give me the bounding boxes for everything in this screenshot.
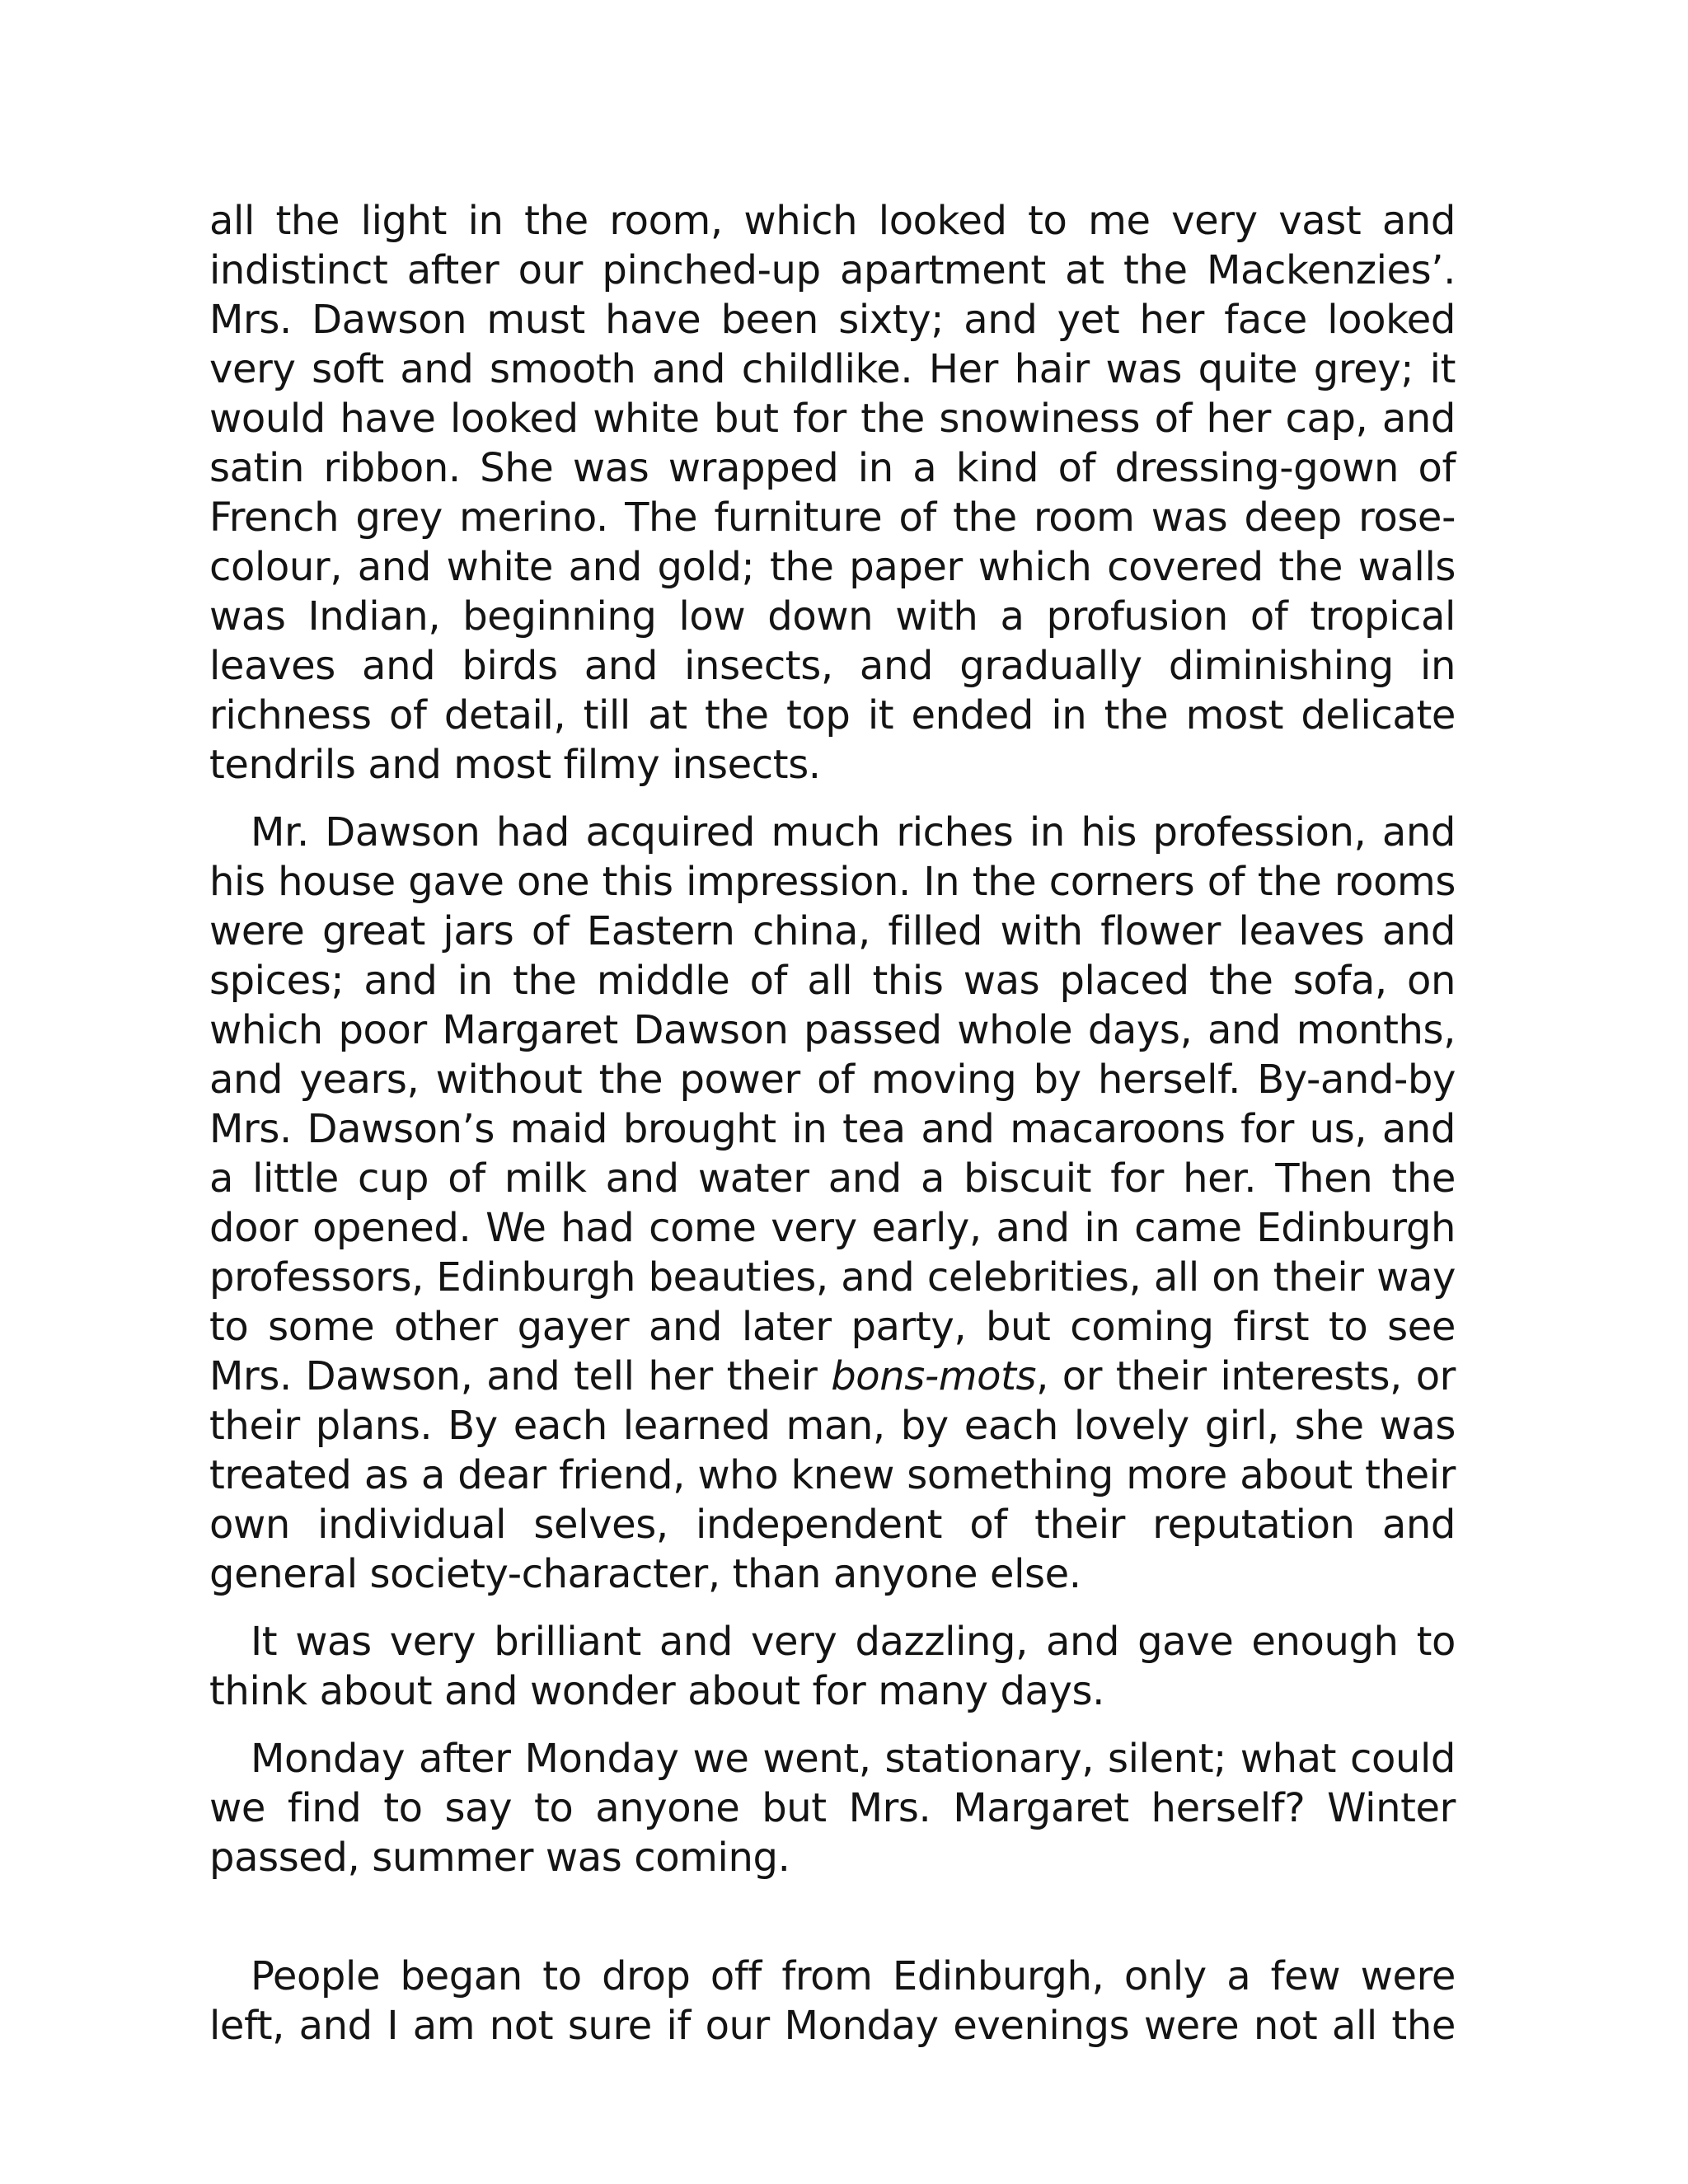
paragraph-4: Monday after Monday we went, stationary, silent; what could we find to say to anyone but Mrs. Margaret herself? Winter passed, summer was coming.: [209, 1736, 1456, 1881]
paragraph-3: It was very brilliant and very dazzling, and gave enough to think about and wonder about for many days.: [209, 1619, 1456, 1714]
paragraph-2-text-after: , or their interests, or their plans. By each learned man, by each lovely girl, she was treated as a dear friend, who knew something more about their own individual selves, independent of their reputation and general society-character, than anyone else.: [209, 1353, 1456, 1597]
paragraph-5: People began to drop off from Edinburgh, only a few were left, and I am not sure if our Monday evenings were not all the: [209, 1953, 1456, 2049]
document-page: [209, 196, 1456, 2050]
paragraph-1: all the light in the room, which looked to me very vast and indistinct after our pinched-up apartment at the Mackenzies’. Mrs. Dawson must have been sixty; and yet her face looked very soft and smooth and childlike. Her hair was quite grey; it would have looked white but for the snowiness of her cap, and satin ribbon. She was wrapped in a kind of dressing-gown of French grey merino. The furniture of the room was deep rose-colour, and white and gold; the paper which covered the walls was Indian, beginning low down with a profusion of tropical leaves and birds and insects, and gradually diminishing in richness of detail, till at the top it ended in the most delicate tendrils and most filmy insects.: [209, 198, 1456, 788]
paragraph-2-text-before: Mr. Dawson had acquired much riches in his profession, and his house gave one this impression. In the corners of the rooms were great jars of Eastern china, filled with flower leaves and spices; and in the middle of all this was placed the sofa, on which poor Margaret Dawson passed whole days, and months, and years, without the power of moving by herself. By-and-by Mrs. Dawson’s maid brought in tea and macaroons for us, and a little cup of milk and water and a biscuit for her. Then the door opened. We had come very early, and in came Edinburgh professors, Edinburgh beauties, and celebrities, all on their way to some other gayer and later party, but coming first to see Mrs. Dawson, and tell her their: [209, 809, 1456, 1399]
paragraph-2-italic-phrase: bons-mots: [831, 1353, 1037, 1399]
paragraph-2: [209, 808, 1456, 1599]
